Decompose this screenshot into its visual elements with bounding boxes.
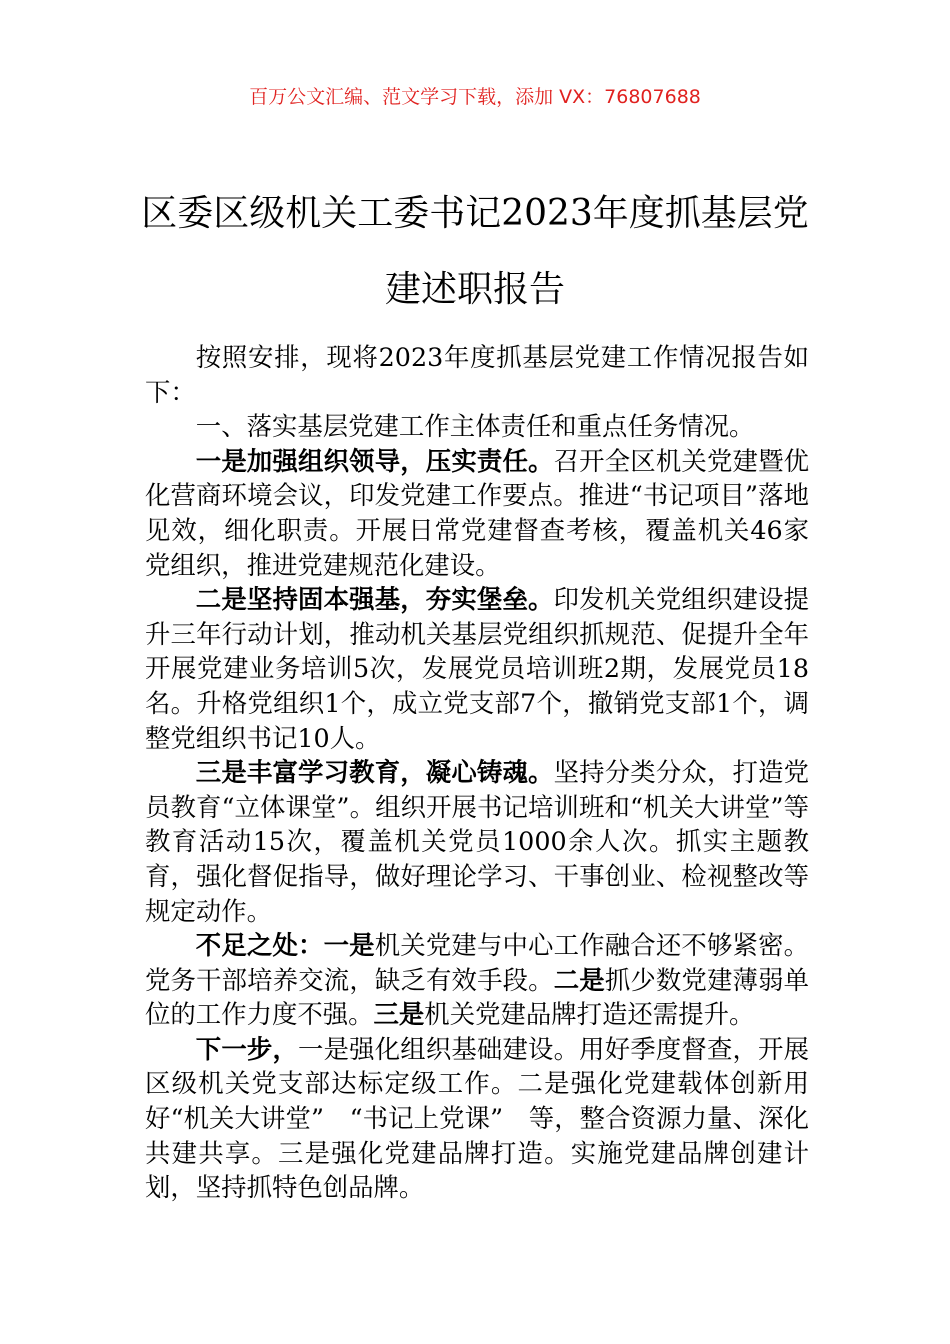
paragraph-lead: 二是坚持固本强基，夯实堡垒。 [195,584,554,615]
paragraph-lead: 下一步， [195,1033,299,1064]
paragraph-lead: 不足之处： [195,930,324,961]
shortcoming-text: 机关党建品牌打造还需提升。 [424,999,755,1030]
paragraph-lead: 三是丰富学习教育，凝心铸魂。 [195,757,554,788]
document-body [145,340,809,1205]
paragraph-lead: 一是加强组织领导，压实责任。 [195,445,554,476]
paragraph-organization [145,444,809,582]
paragraph-text: 坚持分类分众，打造党员教育“立体课堂”。组织开展书记培训班和“机关大讲堂”等教育活动15次，覆盖机关党员1000余人次。抓实主题教育，强化督促指导，做好理论学习、干事创业、检视整改等规定动作。 [145,757,810,926]
shortcoming-text: 机关党建与中心工作融合还不够紧密。党务干部培养交流，缺乏有效手段。 [145,930,810,995]
shortcoming-text: 抓少数党建薄弱单位的工作力度不强。 [145,964,810,1030]
promo-banner [0,84,950,110]
intro-paragraph: 按照安排，现将2023年度抓基层党建工作情况报告如下： [145,342,809,407]
shortcoming-marker: 二是 [553,964,605,995]
paragraph-next-steps [145,1032,809,1205]
paragraph-foundation [145,582,809,755]
section-heading: 一、落实基层党建工作主体责任和重点任务情况。 [195,411,755,442]
document-title: 区委区级机关工委书记2023年度抓基层党建述职报告 [141,193,809,310]
promo-banner-text: 百万公文汇编、范文学习下载，添加 VX：76807688 [249,86,701,108]
paragraph-shortcomings [145,928,809,1032]
paragraph-education [145,755,809,928]
paragraph-text: 一是强化组织基础建设。用好季度督查，开展区级机关党支部达标定级工作。二是强化党建载体创新用好“机关大讲堂” “书记上党课” 等，整合资源力量、深化共建共享。三是强化党建品牌打造。实施党建品牌创建计划，坚持抓特色创品牌。 [145,1033,810,1203]
shortcoming-marker: 三是 [373,999,425,1030]
shortcoming-marker: 一是 [323,930,375,961]
paragraph-text: 召开全区机关党建暨优化营商环境会议，印发党建工作要点。推进“书记项目”落地见效，细化职责。开展日常党建督查考核，覆盖机关46家党组织，推进党建规范化建设。 [145,445,810,580]
paragraph-text: 印发机关党组织建设提升三年行动计划，推动机关基层党组织抓规范、促提升全年开展党建业务培训5次，发展党员培训班2期，发展党员18名。升格党组织1个，成立党支部7个，撤销党支部1个，调整党组织书记10人。 [145,584,810,753]
